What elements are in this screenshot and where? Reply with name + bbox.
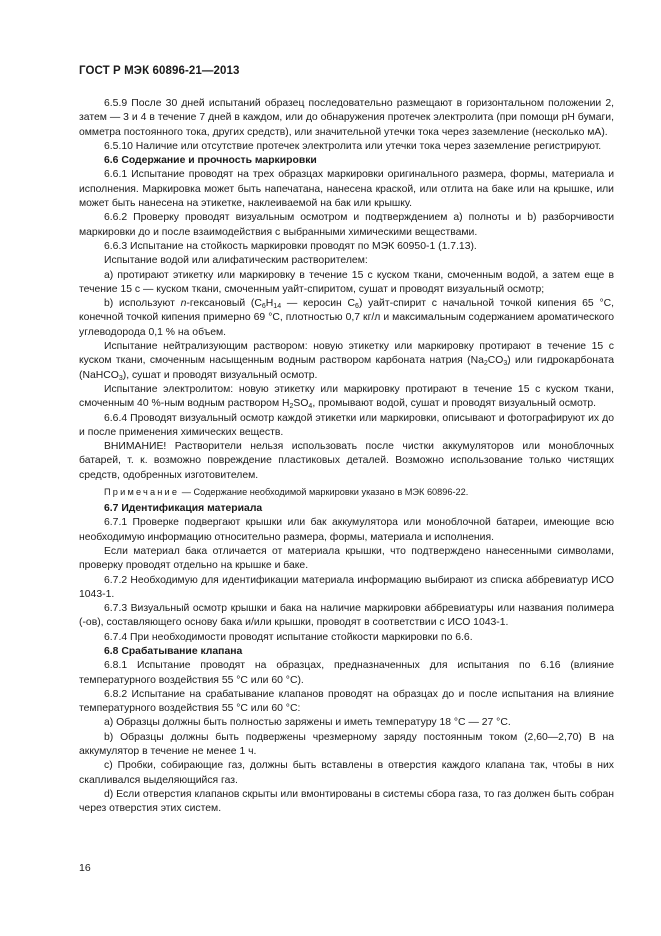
note: [79, 486, 614, 499]
clause-6-5-9: 6.5.9 После 30 дней испытаний образец последовательно размещают в горизонтальном положении 2, затем — 3 и 4 в течение 7 дней в каждом, или до обнаружения протечек электролита (при помощи pH бумаги, омметра постоянного тока, других средств), или значительной утечки тока через заземление (несколько мА).: [79, 98, 614, 138]
list-item-a-water: а) протирают этикетку или маркировку в течение 15 с куском ткани, смоченным водой, а затем еще в течение 15 с — куском ткани, смоченным уайт-спиритом, сушат и проводят визуальный осмотр;: [79, 269, 614, 295]
list-item-d-gas-systems: d) Если отверстия клапанов скрыты или вмонтированы в системы сбора газа, то газ должен быть собран через отверстия этих систем.: [79, 788, 614, 815]
neutralizing-test: Испытание нейтрализующим раствором: новую этикетку или маркировку протирают в течение 15 с куском ткани, смоченным насыщенным водным раствором карбоната натрия $(Na_2CO_3)$ или гидрокарбоната (NaHCO$_3$), сушат и проводят визуальный осмотр.: [79, 341, 614, 382]
list-item-b-overcharge: b) Образцы должны быть подвержены чрезмерному заряду постоянным током (2,60—2,70) В на аккумулятор в течение не менее 1 ч.: [79, 731, 614, 758]
clause-6-7-1-cont: Если материал бака отличается от материала крышки, что подтверждено нанесенными символами, проверку проводят отдельно на крышке и баке.: [79, 545, 614, 572]
list-item-a-temperature: а) Образцы должны быть полностью заряжены и иметь температуру 18 °C — 27 °C.: [104, 717, 511, 729]
clause-6-8-1: 6.8.1 Испытание проводят на образцах, предназначенных для испытания по 6.16 (влияние температурного воздействия 55 °C или 60 °C).: [79, 660, 614, 686]
clause-6-7-3: 6.7.3 Визуальный осмотр крышки и бака на наличие маркировки аббревиатуры или названия полимера (-ов), составляющего основу бака и/или крышки, проводят в соответствии с ИСО 1043-1.: [79, 603, 614, 629]
clause-6-6-4: 6.6.4 Проводят визуальный осмотр каждой этикетки или маркировки, описывают и фотографируют их до и после применения химических веществ.: [79, 412, 614, 438]
section-heading-6-6: 6.6 Содержание и прочность маркировки: [104, 155, 317, 167]
clause-6-5-10: 6.5.10 Наличие или отсутствие протечек электролита или утечки тока через заземление регистрируют.: [104, 140, 602, 152]
warning-paragraph: ВНИМАНИЕ! Растворители нельзя использовать после чистки аккумуляторов или моноблочных батарей, т. к. возможно повреждение пластиковых деталей. Возможно использование только чистящих средств, одобренных изготовителем.: [79, 441, 614, 481]
water-test-intro: Испытание водой или алифатическим растворителем:: [104, 255, 368, 267]
section-heading-6-7: 6.7 Идентификация материала: [104, 503, 263, 515]
list-item-b-hexane: b) используют n-гексановый ($C_6H_{14}$ — керосин $C_6$) уайт-спирит с начальной точкой кипения 65 °C, конечной точкой кипения примерно 69 °C, плотностью 0,7 кг/л и максимальным содержанием ароматического углеводорода 0,1 % на объем.: [79, 298, 614, 338]
clause-6-7-4: 6.7.4 При необходимости проводят испытание стойкости маркировки по 6.6.: [104, 631, 473, 643]
note-label: Примечание: [104, 487, 180, 498]
clause-6-6-1: 6.6.1 Испытание проводят на трех образцах маркировки оригинального размера, формы, материала и исполнения. Маркировка может быть напечатана, нанесена краской, или отлита на баке или на крышке, или может быть нанесена на этикетке, наклеиваемой на бак или крышку.: [79, 169, 614, 210]
document-body: [79, 97, 614, 817]
clause-6-6-3: 6.6.3 Испытание на стойкость маркировки проводят по МЭК 60950-1 (1.7.13).: [104, 240, 477, 252]
list-item-c-gas-plugs: c) Пробки, собирающие газ, должны быть вставлены в отверстия каждого клапана так, чтобы в них скапливался выделяющийся газ.: [79, 760, 614, 786]
clause-6-6-2: 6.6.2 Проверку проводят визуальным осмотром и подтверждением а) полноты и b) разборчивости маркировки до и после взаимодействия с выбранными химическими веществами.: [79, 212, 614, 238]
clause-6-8-2: 6.8.2 Испытание на срабатывание клапанов проводят на образцах до и после испытания на влияние температурного воздействия 55 °C или 60 °C:: [79, 688, 614, 715]
note-text: — Содержание необходимой маркировки указано в МЭК 60896-22.: [179, 487, 469, 498]
document-header: ГОСТ Р МЭК 60896-21—2013: [79, 65, 240, 77]
clause-6-7-1: 6.7.1 Проверке подвергают крышки или бак аккумулятора или моноблочной батареи, имеющие всю необходимую информацию относительно размера, формы, материала и исполнения.: [79, 517, 614, 543]
section-heading-6-8: 6.8 Срабатывание клапана: [104, 645, 243, 657]
electrolyte-test: Испытание электролитом: новую этикетку или маркировку протирают в течение 15 с куском ткани, смоченным 40 %-ным водным раствором $H_2SO_4$, промывают водой, сушат и проводят визуальный осмотр.: [79, 383, 614, 411]
page-number: 16: [79, 862, 91, 874]
clause-6-7-2: 6.7.2 Необходимую для идентификации материала информацию выбирают из списка аббревиатур ИСО 1043-1.: [79, 574, 614, 600]
